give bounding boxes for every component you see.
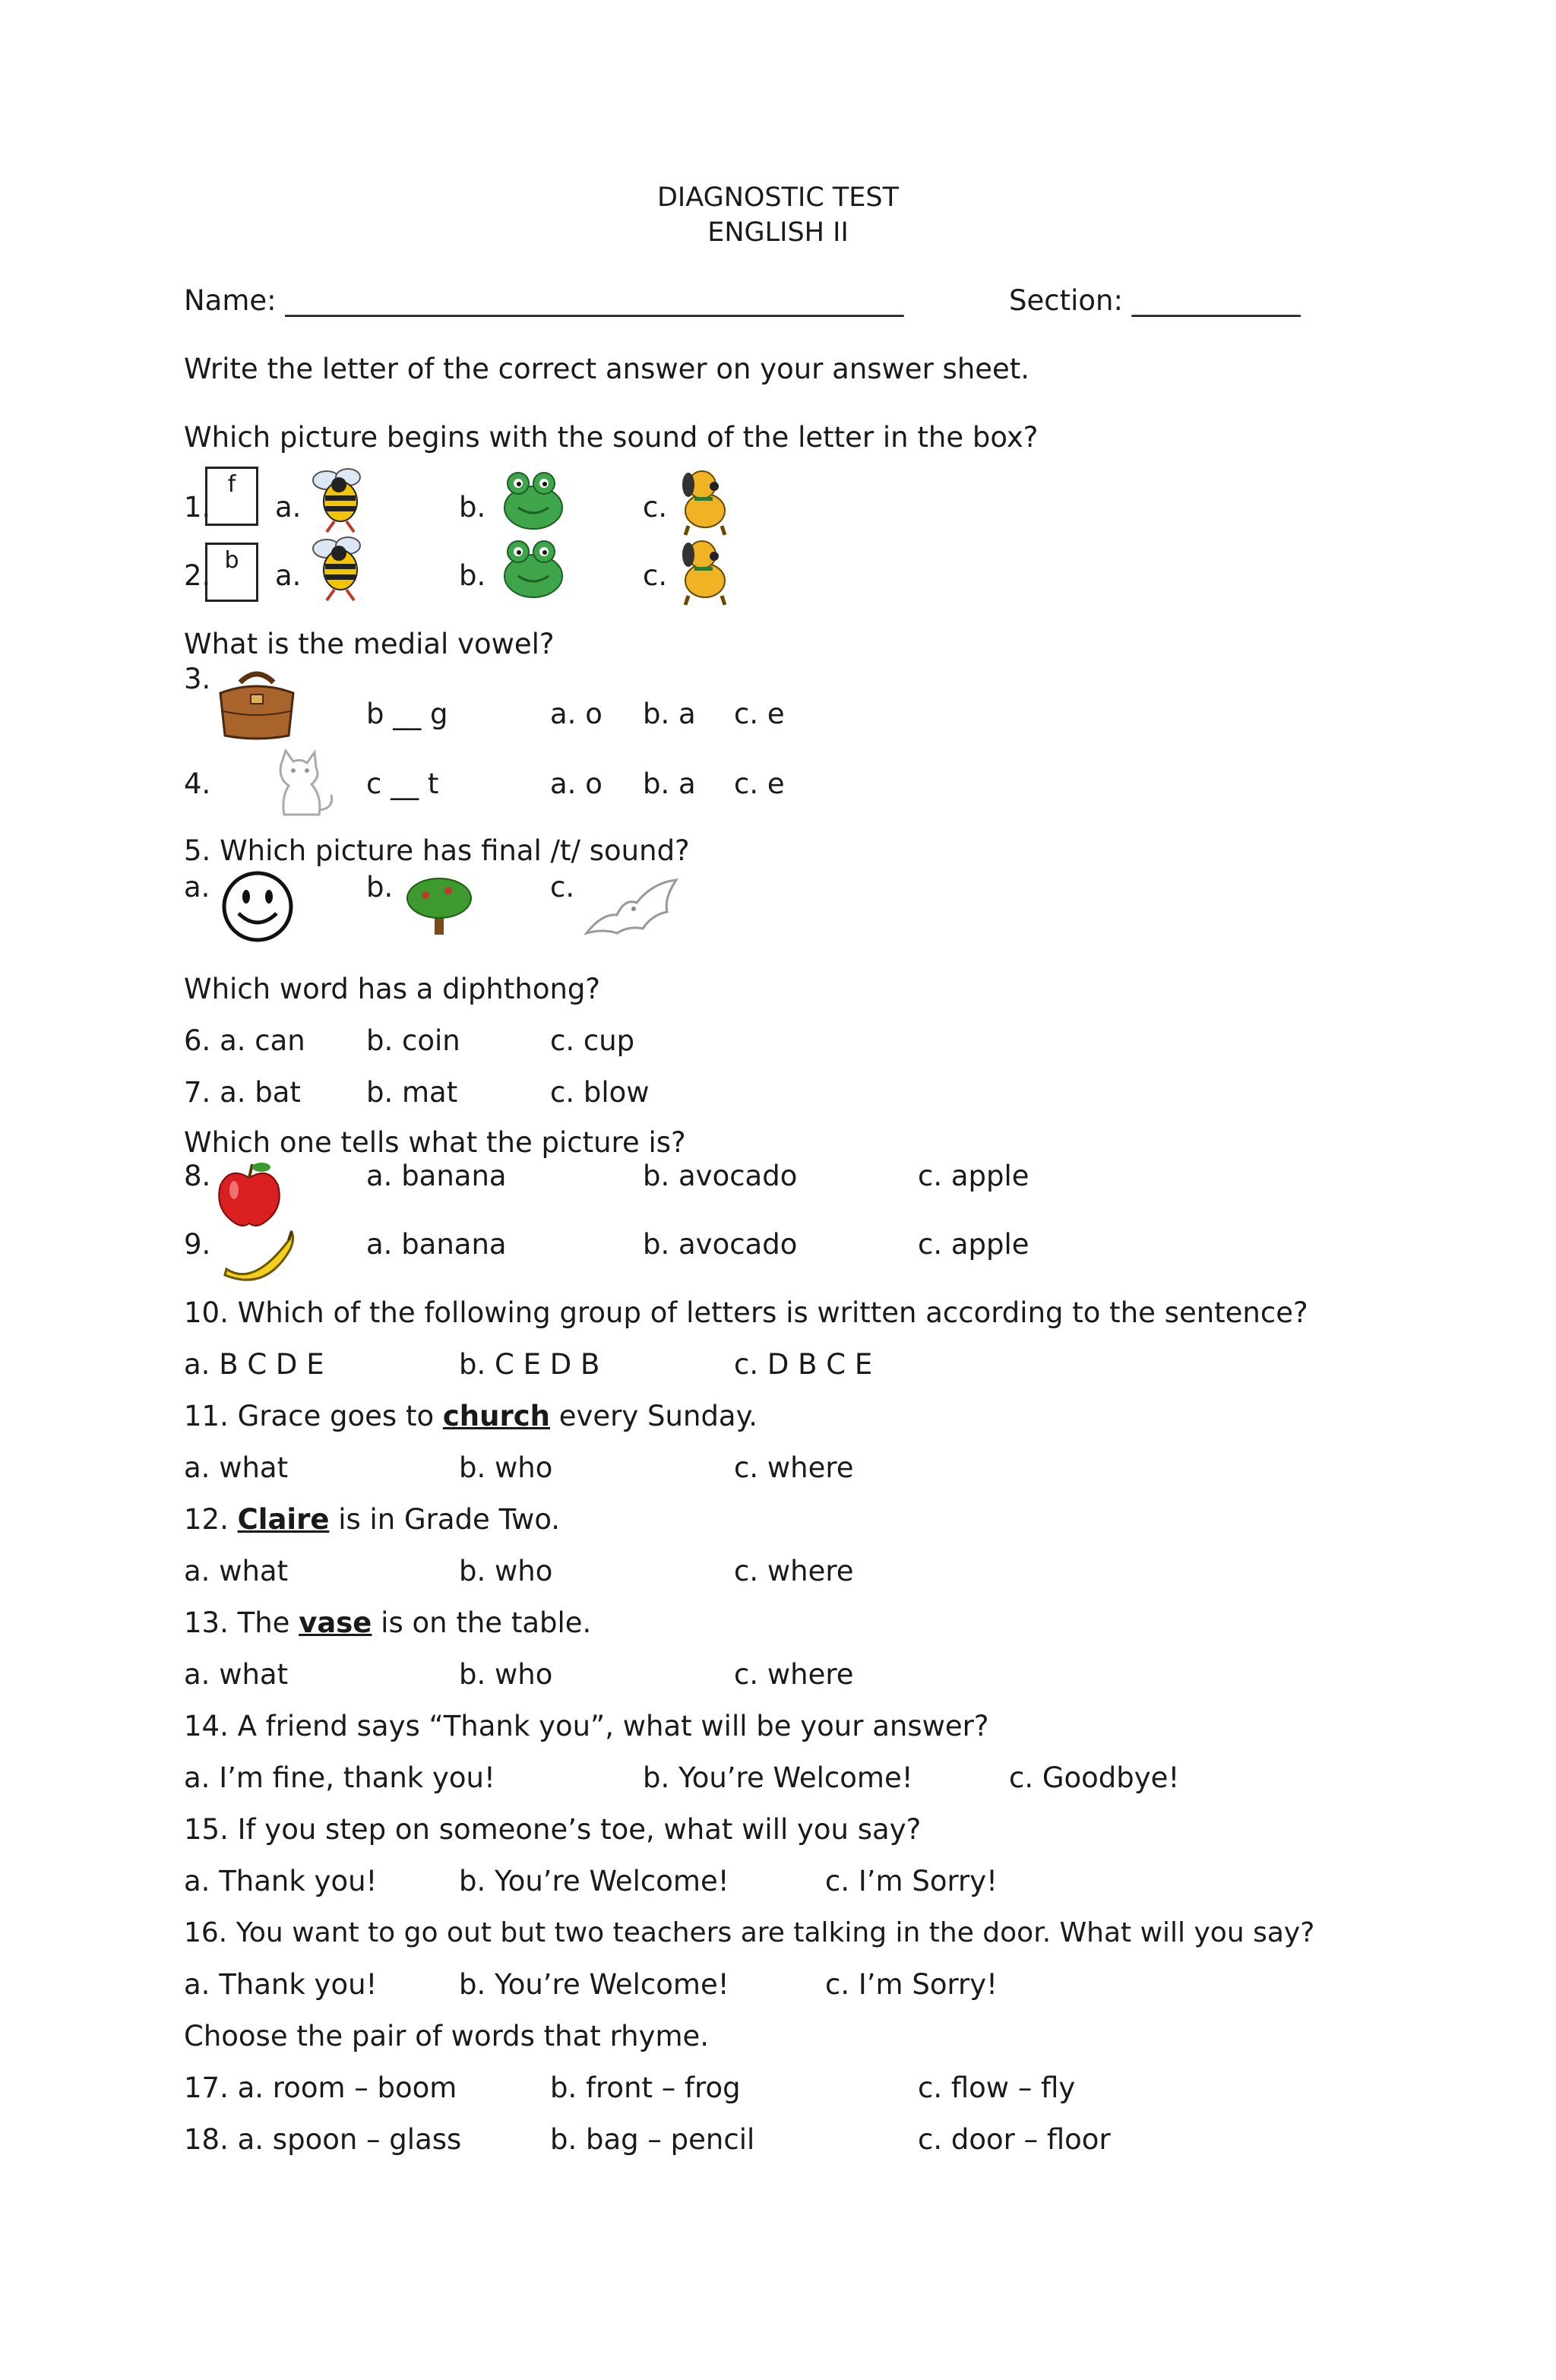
q17-option-c: c. flow – fly — [918, 2071, 1076, 2104]
q10-option-c: c. D B C E — [734, 1348, 873, 1381]
bag-icon — [213, 663, 301, 743]
q8-number: 8. — [184, 1160, 211, 1192]
q6-option-c: c. cup — [550, 1024, 635, 1057]
q2-option-c: c. — [643, 559, 668, 592]
smiley-icon — [220, 869, 295, 944]
q12-option-b: b. who — [459, 1555, 553, 1587]
q13-underlined-word: vase — [299, 1606, 372, 1639]
apple-icon — [213, 1160, 286, 1228]
q10-prompt: 10. Which of the following group of letters is written according to the sentence? — [184, 1296, 1308, 1329]
bat-icon — [579, 868, 685, 947]
q2-letter-box: b — [205, 543, 258, 602]
q15-prompt: 15. If you step on someone’s toe, what will you say? — [184, 1813, 922, 1846]
q15-option-b: b. You’re Welcome! — [459, 1865, 729, 1897]
q14-option-b: b. You’re Welcome! — [643, 1761, 913, 1794]
q9-option-c: c. apple — [918, 1228, 1029, 1261]
q9-option-a: a. banana — [366, 1228, 507, 1261]
q18-option-b: b. bag – pencil — [550, 2123, 755, 2156]
q10-option-b: b. C E D B — [459, 1348, 600, 1381]
part3-prompt: Which word has a diphthong? — [184, 973, 601, 1005]
q1-letter-box: f — [205, 467, 258, 526]
q8-option-a: a. banana — [366, 1160, 507, 1192]
q13-option-b: b. who — [459, 1658, 553, 1691]
q2-number: 2. — [184, 559, 211, 592]
q8-option-c: c. apple — [918, 1160, 1029, 1192]
q16-option-b: b. You’re Welcome! — [459, 1968, 729, 2001]
q3-option-b: b. a — [643, 698, 696, 730]
q16-option-a: a. Thank you! — [184, 1968, 378, 2001]
q14-option-c: c. Goodbye! — [1009, 1761, 1180, 1794]
q11-option-a: a. what — [184, 1451, 289, 1484]
q7-option-a: 7. a. bat — [184, 1076, 301, 1109]
q12-underlined-word: Claire — [237, 1503, 330, 1536]
q7-option-b: b. mat — [366, 1076, 458, 1109]
q15-option-c: c. I’m Sorry! — [825, 1865, 998, 1897]
q4-number: 4. — [184, 767, 211, 800]
q1-option-b: b. — [459, 491, 486, 524]
q5-option-a: a. — [184, 871, 210, 904]
q5-option-c: c. — [550, 871, 575, 904]
q11-option-c: c. where — [734, 1451, 854, 1484]
q1-option-c: c. — [643, 491, 668, 524]
q13-prompt: 13. The vase is on the table. — [184, 1606, 592, 1639]
frog-icon — [495, 533, 568, 603]
q5-prompt: 5. Which picture has final /t/ sound? — [184, 834, 690, 867]
q11-underlined-word: church — [442, 1400, 550, 1432]
frog-icon — [495, 465, 568, 535]
section-field: Section: ____________ — [1009, 284, 1301, 317]
cat-icon — [258, 742, 342, 825]
part2-prompt: What is the medial vowel? — [184, 628, 555, 660]
q12-option-c: c. where — [734, 1555, 854, 1587]
q10-option-a: a. B C D E — [184, 1348, 324, 1381]
q1-option-a: a. — [275, 491, 302, 524]
q17-option-b: b. front – frog — [550, 2071, 741, 2104]
part4-prompt: Which one tells what the picture is? — [184, 1126, 686, 1159]
q4-option-c: c. e — [734, 767, 785, 800]
bee-icon — [304, 464, 377, 533]
test-title: DIAGNOSTIC TEST — [656, 182, 900, 213]
dog-icon — [669, 462, 742, 536]
name-field: Name: ____________________________________________ — [184, 284, 904, 317]
q4-option-b: b. a — [643, 767, 696, 800]
q14-option-a: a. I’m fine, thank you! — [184, 1761, 495, 1794]
q13-option-c: c. where — [734, 1658, 854, 1691]
q18-option-a: 18. a. spoon – glass — [184, 2123, 462, 2156]
q15-option-a: a. Thank you! — [184, 1865, 378, 1897]
q16-prompt: 16. You want to go out but two teachers are talking in the door. What will you say? — [184, 1917, 1315, 1948]
q13-option-a: a. what — [184, 1658, 289, 1691]
q12-prompt: 12. Claire is in Grade Two. — [184, 1503, 561, 1536]
q5-option-b: b. — [366, 871, 394, 904]
q17-option-a: 17. a. room – boom — [184, 2071, 457, 2104]
q12-option-a: a. what — [184, 1555, 289, 1587]
q16-option-c: c. I’m Sorry! — [825, 1968, 998, 2001]
q18-option-c: c. door – floor — [918, 2123, 1111, 2156]
q3-option-c: c. e — [734, 698, 785, 730]
test-subtitle: ENGLISH II — [707, 217, 849, 248]
q9-number: 9. — [184, 1228, 211, 1261]
q7-option-c: c. blow — [550, 1076, 650, 1109]
q6-option-b: b. coin — [366, 1024, 460, 1057]
q1-number: 1. — [184, 491, 211, 524]
q3-number: 3. — [184, 663, 211, 695]
q6-option-a: 6. a. can — [184, 1024, 305, 1057]
q4-option-a: a. o — [550, 767, 602, 800]
bee-icon — [304, 532, 377, 602]
q2-option-b: b. — [459, 559, 486, 592]
q8-option-b: b. avocado — [643, 1160, 798, 1192]
q9-option-b: b. avocado — [643, 1228, 798, 1261]
q3-option-a: a. o — [550, 698, 602, 730]
q4-word: c __ t — [366, 767, 439, 800]
banana-icon — [220, 1226, 296, 1290]
part5-prompt: Choose the pair of words that rhyme. — [184, 2020, 710, 2052]
q11-option-b: b. who — [459, 1451, 553, 1484]
q11-prompt: 11. Grace goes to church every Sunday. — [184, 1400, 757, 1432]
q14-prompt: 14. A friend says “Thank you”, what will be your answer? — [184, 1710, 989, 1742]
instruction: Write the letter of the correct answer on your answer sheet. — [184, 353, 1030, 385]
dog-icon — [669, 532, 742, 606]
part1-prompt: Which picture begins with the sound of the letter in the box? — [184, 421, 1039, 454]
tree-icon — [403, 875, 476, 936]
q2-option-a: a. — [275, 559, 302, 592]
q3-word: b __ g — [366, 698, 448, 730]
